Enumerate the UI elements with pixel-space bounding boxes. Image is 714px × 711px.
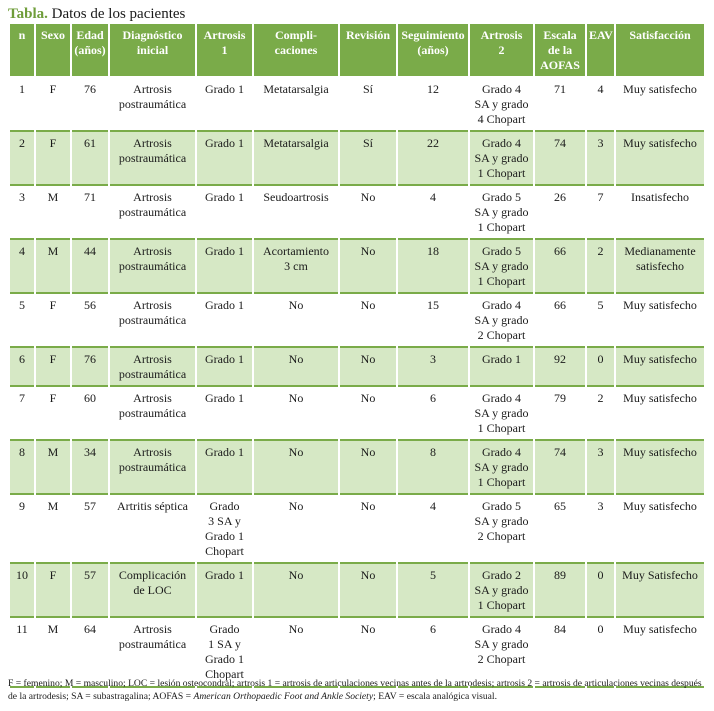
cell-diagnostico: Artrosis postraumática xyxy=(110,78,195,132)
cell-complicaciones: Metatarsalgia xyxy=(254,132,338,186)
cell-revision: No xyxy=(340,495,396,564)
cell-artrosis-1: Grado 1 xyxy=(197,186,252,240)
table-row xyxy=(10,132,704,186)
cell-artrosis-1: Grado 1 xyxy=(197,78,252,132)
cell-n: 11 xyxy=(10,618,34,688)
cell-revision: No xyxy=(340,441,396,495)
cell-artrosis-2: Grado 4 SA y grado 1 Chopart xyxy=(470,387,533,441)
header-sexo: Sexo xyxy=(36,24,70,78)
cell-eav: 0 xyxy=(587,618,614,688)
cell-edad: 57 xyxy=(72,495,108,564)
cell-satisfaccion: Insatisfecho xyxy=(616,186,704,240)
table-row xyxy=(10,564,704,618)
cell-sexo: M xyxy=(36,186,70,240)
cell-complicaciones: No xyxy=(254,387,338,441)
cell-revision: No xyxy=(340,240,396,294)
cell-edad: 76 xyxy=(72,78,108,132)
table-row xyxy=(10,78,704,132)
cell-aofas: 26 xyxy=(535,186,585,240)
cell-aofas: 89 xyxy=(535,564,585,618)
cell-satisfaccion: Muy satisfecho xyxy=(616,132,704,186)
cell-diagnostico: Artrosis postraumática xyxy=(110,186,195,240)
cell-eav: 3 xyxy=(587,441,614,495)
cell-artrosis-2: Grado 5 SA y grado 1 Chopart xyxy=(470,240,533,294)
cell-diagnostico: Artrosis postraumática xyxy=(110,441,195,495)
table-row xyxy=(10,495,704,564)
cell-aofas: 66 xyxy=(535,240,585,294)
cell-artrosis-1: Grado 1 xyxy=(197,387,252,441)
cell-revision: No xyxy=(340,294,396,348)
cell-seguimiento: 3 xyxy=(398,348,468,387)
header-eav: EAV xyxy=(587,24,614,78)
cell-artrosis-1: Grado 1 xyxy=(197,564,252,618)
cell-sexo: F xyxy=(36,132,70,186)
cell-complicaciones: No xyxy=(254,495,338,564)
cell-seguimiento: 4 xyxy=(398,495,468,564)
cell-artrosis-2: Grado 4 SA y grado 1 Chopart xyxy=(470,441,533,495)
patients-table xyxy=(8,24,706,688)
cell-artrosis-2: Grado 4 SA y grado 4 Chopart xyxy=(470,78,533,132)
cell-sexo: F xyxy=(36,78,70,132)
cell-sexo: F xyxy=(36,348,70,387)
cell-seguimiento: 22 xyxy=(398,132,468,186)
cell-eav: 7 xyxy=(587,186,614,240)
cell-aofas: 92 xyxy=(535,348,585,387)
header-revision: Revisión xyxy=(340,24,396,78)
cell-artrosis-1: Grado 1 SA y Grado 1 Chopart xyxy=(197,618,252,688)
cell-artrosis-2: Grado 4 SA y grado 2 Chopart xyxy=(470,294,533,348)
cell-n: 2 xyxy=(10,132,34,186)
table-body xyxy=(10,78,704,688)
cell-revision: No xyxy=(340,387,396,441)
table-caption xyxy=(8,5,185,23)
cell-n: 1 xyxy=(10,78,34,132)
cell-edad: 71 xyxy=(72,186,108,240)
cell-eav: 0 xyxy=(587,564,614,618)
cell-artrosis-2: Grado 1 xyxy=(470,348,533,387)
cell-artrosis-1: Grado 1 xyxy=(197,294,252,348)
cell-satisfaccion: Muy satisfecho xyxy=(616,348,704,387)
cell-complicaciones: No xyxy=(254,348,338,387)
cell-eav: 2 xyxy=(587,387,614,441)
cell-eav: 4 xyxy=(587,78,614,132)
cell-edad: 57 xyxy=(72,564,108,618)
cell-eav: 3 xyxy=(587,132,614,186)
header-row xyxy=(10,24,704,78)
cell-complicaciones: Metatarsalgia xyxy=(254,78,338,132)
header-artrosis-1: Artrosis 1 xyxy=(197,24,252,78)
cell-n: 7 xyxy=(10,387,34,441)
cell-complicaciones: No xyxy=(254,441,338,495)
cell-seguimiento: 5 xyxy=(398,564,468,618)
cell-artrosis-1: Grado 3 SA y Grado 1 Chopart xyxy=(197,495,252,564)
header-seguimiento: Seguimiento (años) xyxy=(398,24,468,78)
table-row xyxy=(10,441,704,495)
cell-artrosis-2: Grado 5 SA y grado 1 Chopart xyxy=(470,186,533,240)
cell-revision: No xyxy=(340,618,396,688)
cell-satisfaccion: Muy satisfecho xyxy=(616,495,704,564)
cell-artrosis-1: Grado 1 xyxy=(197,240,252,294)
cell-eav: 3 xyxy=(587,495,614,564)
cell-artrosis-2: Grado 2 SA y grado 1 Chopart xyxy=(470,564,533,618)
cell-edad: 76 xyxy=(72,348,108,387)
cell-seguimiento: 12 xyxy=(398,78,468,132)
table-row xyxy=(10,186,704,240)
cell-edad: 56 xyxy=(72,294,108,348)
cell-seguimiento: 18 xyxy=(398,240,468,294)
table-row xyxy=(10,294,704,348)
caption-label: Tabla. xyxy=(8,6,48,22)
cell-eav: 2 xyxy=(587,240,614,294)
cell-seguimiento: 15 xyxy=(398,294,468,348)
cell-diagnostico: Artrosis postraumática xyxy=(110,294,195,348)
cell-edad: 60 xyxy=(72,387,108,441)
cell-aofas: 79 xyxy=(535,387,585,441)
cell-diagnostico: Complicación de LOC xyxy=(110,564,195,618)
cell-edad: 64 xyxy=(72,618,108,688)
cell-artrosis-1: Grado 1 xyxy=(197,441,252,495)
cell-diagnostico: Artrosis postraumática xyxy=(110,132,195,186)
cell-satisfaccion: Muy satisfecho xyxy=(616,78,704,132)
cell-aofas: 71 xyxy=(535,78,585,132)
cell-diagnostico: Artrosis postraumática xyxy=(110,240,195,294)
cell-complicaciones: No xyxy=(254,564,338,618)
cell-n: 9 xyxy=(10,495,34,564)
cell-diagnostico: Artrosis postraumática xyxy=(110,348,195,387)
header-diagnostico: Diagnóstico inicial xyxy=(110,24,195,78)
cell-artrosis-1: Grado 1 xyxy=(197,348,252,387)
footnote-text: F = femenino; M = masculino; LOC = lesión osteocondral; artrosis 1 = artrosis de articulaciones vecinas antes de la artrodesis; artrosis 2 = artrosis de articulaciones vecinas después de la artrodesis; SA = subastragalina; AOFAS = xyxy=(8,678,702,702)
cell-diagnostico: Artrosis postraumática xyxy=(110,387,195,441)
footnote-italic: American Orthopaedic Foot and Ankle Society xyxy=(193,691,374,702)
cell-sexo: M xyxy=(36,441,70,495)
cell-aofas: 66 xyxy=(535,294,585,348)
cell-edad: 44 xyxy=(72,240,108,294)
cell-seguimiento: 6 xyxy=(398,387,468,441)
cell-artrosis-1: Grado 1 xyxy=(197,132,252,186)
header-n: n xyxy=(10,24,34,78)
cell-seguimiento: 8 xyxy=(398,441,468,495)
cell-n: 6 xyxy=(10,348,34,387)
cell-seguimiento: 6 xyxy=(398,618,468,688)
cell-diagnostico: Artritis séptica xyxy=(110,495,195,564)
cell-n: 10 xyxy=(10,564,34,618)
caption-title: Datos de los pacientes xyxy=(51,6,186,22)
cell-satisfaccion: Muy Satisfecho xyxy=(616,564,704,618)
cell-revision: No xyxy=(340,348,396,387)
cell-complicaciones: No xyxy=(254,618,338,688)
header-edad: Edad (años) xyxy=(72,24,108,78)
cell-n: 5 xyxy=(10,294,34,348)
header-aofas: Escala de la AOFAS xyxy=(535,24,585,78)
cell-revision: Sí xyxy=(340,132,396,186)
cell-n: 3 xyxy=(10,186,34,240)
cell-edad: 34 xyxy=(72,441,108,495)
cell-complicaciones: Seudoartrosis xyxy=(254,186,338,240)
cell-satisfaccion: Muy satisfecho xyxy=(616,618,704,688)
cell-eav: 0 xyxy=(587,348,614,387)
cell-edad: 61 xyxy=(72,132,108,186)
cell-sexo: M xyxy=(36,495,70,564)
cell-aofas: 84 xyxy=(535,618,585,688)
cell-n: 8 xyxy=(10,441,34,495)
cell-artrosis-2: Grado 5 SA y grado 2 Chopart xyxy=(470,495,533,564)
cell-sexo: F xyxy=(36,387,70,441)
cell-n: 4 xyxy=(10,240,34,294)
cell-aofas: 74 xyxy=(535,132,585,186)
cell-aofas: 65 xyxy=(535,495,585,564)
cell-seguimiento: 4 xyxy=(398,186,468,240)
cell-revision: Sí xyxy=(340,78,396,132)
table-row xyxy=(10,348,704,387)
header-satisfaccion: Satisfacción xyxy=(616,24,704,78)
cell-diagnostico: Artrosis postraumática xyxy=(110,618,195,688)
cell-artrosis-2: Grado 4 SA y grado 1 Chopart xyxy=(470,132,533,186)
table-row xyxy=(10,387,704,441)
cell-revision: No xyxy=(340,564,396,618)
table-row xyxy=(10,240,704,294)
cell-sexo: F xyxy=(36,564,70,618)
cell-revision: No xyxy=(340,186,396,240)
cell-aofas: 74 xyxy=(535,441,585,495)
cell-sexo: M xyxy=(36,618,70,688)
cell-complicaciones: Acortamiento 3 cm xyxy=(254,240,338,294)
cell-satisfaccion: Muy satisfecho xyxy=(616,294,704,348)
cell-satisfaccion: Medianamente satisfecho xyxy=(616,240,704,294)
cell-satisfaccion: Muy satisfecho xyxy=(616,387,704,441)
cell-artrosis-2: Grado 4 SA y grado 2 Chopart xyxy=(470,618,533,688)
cell-satisfaccion: Muy satisfecho xyxy=(616,441,704,495)
cell-eav: 5 xyxy=(587,294,614,348)
cell-complicaciones: No xyxy=(254,294,338,348)
header-complicaciones: Compli- caciones xyxy=(254,24,338,78)
header-artrosis-2: Artrosis 2 xyxy=(470,24,533,78)
cell-sexo: F xyxy=(36,294,70,348)
footnote-end: ; EAV = escala analógica visual. xyxy=(373,691,497,702)
table-footnote xyxy=(8,677,708,703)
cell-sexo: M xyxy=(36,240,70,294)
